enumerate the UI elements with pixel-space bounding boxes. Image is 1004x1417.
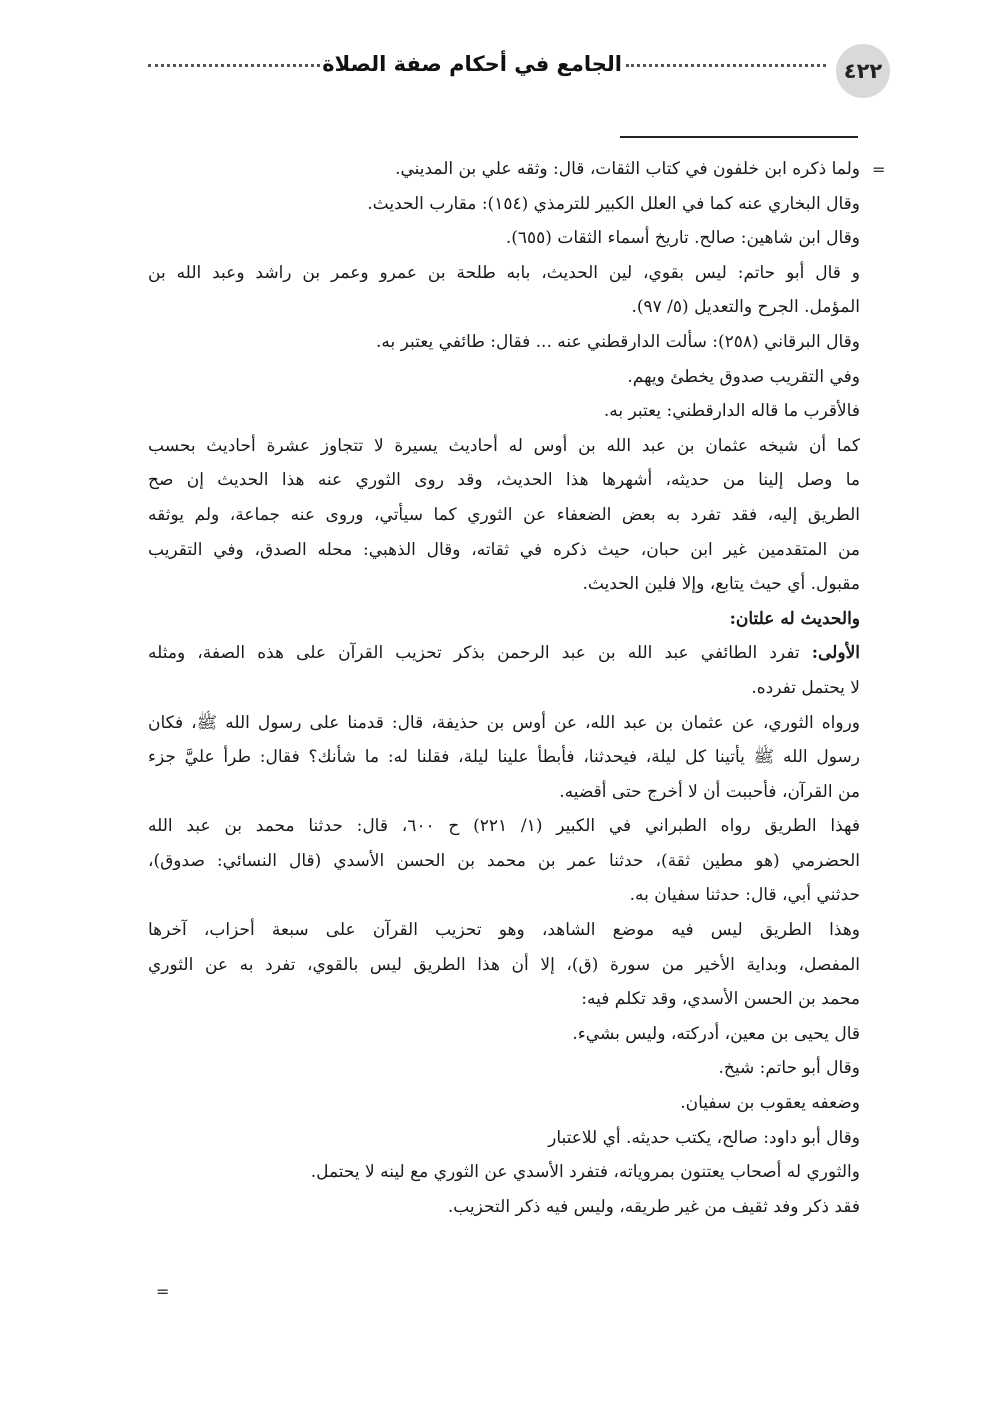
text-line-content: كما أن شيخه عثمان بن عبد الله بن أوس له أحاديث يسيرة لا تتجاوز عشرة أحاديث بحسب xyxy=(148,435,860,456)
text-line xyxy=(148,394,860,429)
text-line-content: وقال البخاري عنه كما في العلل الكبير للترمذي (١٥٤): مقارب الحديث. xyxy=(367,193,860,214)
text-line xyxy=(148,844,860,879)
text-line xyxy=(148,706,860,741)
text-line xyxy=(148,1017,860,1052)
section-heading xyxy=(148,602,860,637)
text-line xyxy=(148,775,860,810)
text-line-content: وضعفه يعقوب بن سفيان. xyxy=(680,1093,860,1114)
text-line-content: قال يحيى بن معين، أدركته، وليس بشيء. xyxy=(572,1023,860,1044)
text-line xyxy=(148,636,860,671)
text-line-content: فالأقرب ما قاله الدارقطني: يعتبر به. xyxy=(603,401,860,422)
text-line-content: تفرد الطائفي عبد الله بن عبد الرحمن بذكر تحزيب القرآن على هذه الصفة، ومثله xyxy=(148,643,812,664)
text-line xyxy=(148,567,860,602)
text-line-content: والحديث له علتان: xyxy=(729,608,860,629)
text-line xyxy=(148,948,860,983)
text-line-content: المؤمل. الجرح والتعديل (٥/ ٩٧). xyxy=(631,297,860,318)
text-line-content: الطريق إليه، فقد تفرد به بعض الضعفاء عن الثوري كما سيأتي، وروى عنه جماعة، ولم يوثقه xyxy=(148,504,860,525)
header-dotted-leader xyxy=(626,64,826,67)
text-line xyxy=(148,913,860,948)
text-line-content: رسول الله ﷺ يأتينا كل ليلة، فيحدثنا، فأبطأ علينا ليلة، فقلنا له: ما شأنك؟ فقال: طرأ عليَّ جزء xyxy=(148,747,860,768)
text-line-lead: الأولى: xyxy=(811,643,860,664)
text-line-content: وهذا الطريق ليس فيه موضع الشاهد، وهو تحزيب القرآن على سبعة أحزاب، آخرها xyxy=(148,920,860,941)
text-line-content: ما وصل إلينا من حديثه، أشهرها هذا الحديث، وقد روى الثوري عنه هذا الحديث إن صح xyxy=(148,470,860,491)
text-line xyxy=(148,533,860,568)
text-line xyxy=(148,290,860,325)
page-number: ٤٢٢ xyxy=(836,44,890,98)
text-line-content: فهذا الطريق رواه الطبراني في الكبير (١/ ٢٢١) ح ٦٠٠، قال: حدثنا محمد بن عبد الله xyxy=(148,816,860,837)
text-line-content: وقال أبو حاتم: شيخ. xyxy=(718,1058,860,1079)
text-line xyxy=(148,221,860,256)
text-line-content: وقال البرقاني (٢٥٨): سألت الدارقطني عنه ... فقال: طائفي يعتبر به. xyxy=(376,331,860,352)
text-line-content: الحضرمي (هو مطين ثقة)، حدثنا عمر بن محمد بن الحسن الأسدي (قال النسائي: صدوق)، xyxy=(148,850,860,871)
footnote-text xyxy=(148,152,860,1224)
text-line xyxy=(148,1190,860,1225)
text-line-content: محمد بن الحسن الأسدي، وقد تكلم فيه: xyxy=(581,989,860,1010)
book-title: الجامع في أحكام صفة الصلاة xyxy=(322,52,622,76)
text-line xyxy=(148,256,860,291)
text-line-content: ورواه الثوري، عن عثمان بن عبد الله، عن أوس بن حذيفة، قال: قدمنا على رسول الله ﷺ، فكان xyxy=(148,712,860,733)
text-line-content: وفي التقريب صدوق يخطئ ويهم. xyxy=(627,366,860,387)
header-dotted-leader xyxy=(148,64,320,67)
text-line-content: فقد ذكر وفد ثقيف من غير طريقه، وليس فيه ذكر التحزيب. xyxy=(447,1196,860,1217)
text-line xyxy=(148,498,860,533)
text-line xyxy=(148,809,860,844)
text-line xyxy=(148,152,860,187)
footnote-separator-rule xyxy=(620,136,858,138)
text-line-content: لا يحتمل تفرده. xyxy=(751,677,860,698)
text-line-content: حدثني أبي، قال: حدثنا سفيان به. xyxy=(629,885,860,906)
text-line xyxy=(148,187,860,222)
text-line xyxy=(148,1155,860,1190)
text-line-content: مقبول. أي حيث يتابع، وإلا فلين الحديث. xyxy=(582,574,860,595)
text-line xyxy=(148,671,860,706)
text-line xyxy=(148,325,860,360)
text-line xyxy=(148,982,860,1017)
text-line xyxy=(148,360,860,395)
text-line-content: المفصل، وبداية الأخير من سورة (ق)، إلا أن هذا الطريق ليس بالقوي، تفرد به عن الثوري xyxy=(148,954,860,975)
text-line xyxy=(148,740,860,775)
text-line xyxy=(148,1086,860,1121)
text-line xyxy=(148,429,860,464)
text-line xyxy=(148,1121,860,1156)
text-line-content: والثوري له أصحاب يعتنون بمروياته، فتفرد الأسدي عن الثوري مع لينه لا يحتمل. xyxy=(310,1162,860,1183)
text-line xyxy=(148,463,860,498)
text-line-content: ولما ذكره ابن خلفون في كتاب الثقات، قال: وثقه علي بن المديني. xyxy=(395,159,860,179)
text-line-content: و قال أبو حاتم: ليس بقوي، لين الحديث، بابه طلحة بن عمرو وعمر بن راشد وعبد الله بن xyxy=(148,262,860,283)
continuation-mark: = xyxy=(872,160,886,179)
text-line-content: من المتقدمين غير ابن حبان، حيث ذكره في ثقاته، وقال الذهبي: محله الصدق، وفي التقريب xyxy=(148,539,860,560)
text-line-content: وقال ابن شاهين: صالح. تاريخ أسماء الثقات (٦٥٥). xyxy=(505,228,860,249)
continuation-mark: = xyxy=(156,1282,170,1301)
text-line xyxy=(148,878,860,913)
text-line-content: من القرآن، فأحببت أن لا أخرج حتى أقضيه. xyxy=(559,781,860,802)
text-line xyxy=(148,1051,860,1086)
text-line-content: وقال أبو داود: صالح، يكتب حديثه. أي للاعتبار xyxy=(548,1127,860,1148)
